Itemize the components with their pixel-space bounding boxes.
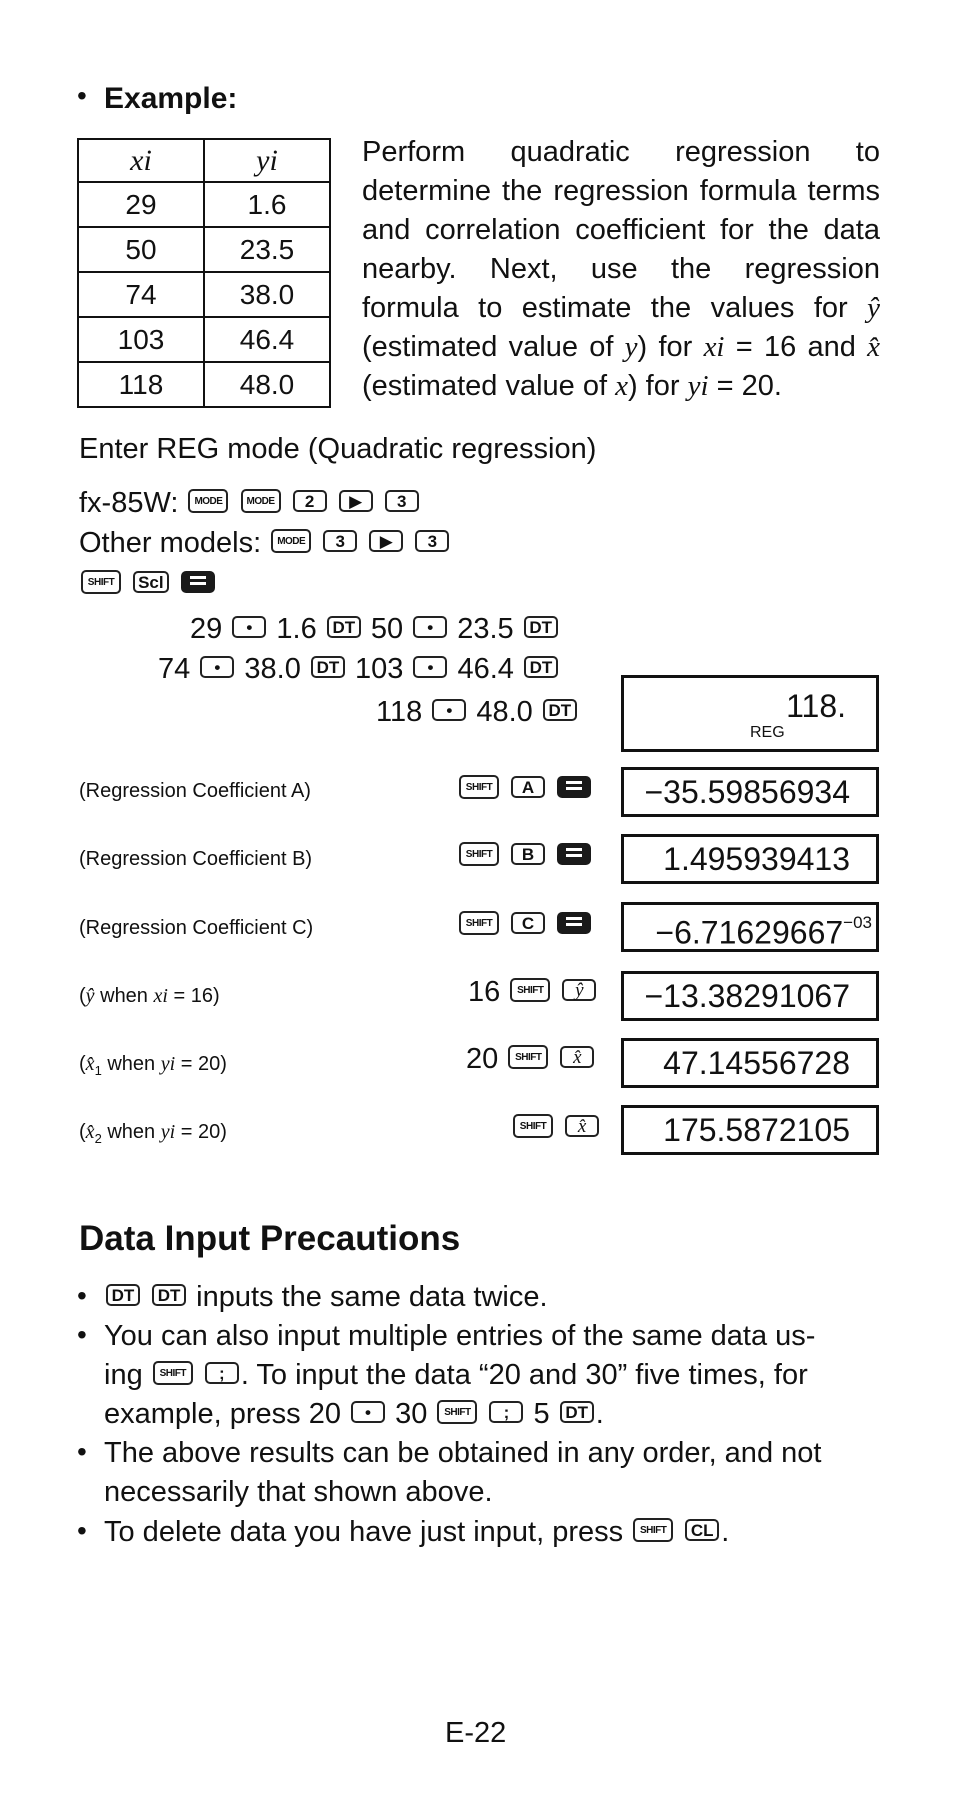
precaution-2-line-2 [104, 1359, 808, 1392]
key-2: 2 [293, 490, 327, 512]
result-display-c [621, 902, 879, 952]
math-symbol: y [624, 331, 638, 363]
example-heading: Example: [104, 82, 238, 115]
math-symbol: x̂ [85, 1053, 95, 1075]
cell: 23.5 [204, 227, 330, 272]
comma-key: • [200, 656, 234, 678]
bullet: • [77, 1436, 87, 1467]
key-b: B [511, 843, 545, 865]
table-row [78, 227, 330, 272]
text: = 20) [175, 1053, 227, 1075]
keys-b [457, 840, 593, 873]
subscript: 2 [94, 1131, 102, 1146]
text: when [94, 985, 154, 1007]
equals-key-icon [557, 912, 591, 934]
enter-mode-text: Enter REG mode (Quadratic regression) [79, 433, 597, 465]
mode-key: MODE [188, 489, 228, 513]
semicolon-key: ; [489, 1401, 523, 1423]
precaution-2-line-1: You can also input multiple entries of the same data us- [104, 1320, 816, 1352]
math-symbol: x̂ [867, 331, 880, 363]
text: example, press 20 [104, 1398, 341, 1430]
equals-key-icon [557, 843, 591, 865]
dt-key: DT [524, 656, 558, 678]
clear-line [79, 568, 217, 601]
cell: 29 [78, 182, 204, 227]
page-number: E-22 [445, 1717, 507, 1749]
text: ( [79, 1121, 86, 1143]
other-models-label: Other models: [79, 527, 262, 559]
shift-key: SHIFT [459, 911, 499, 935]
semicolon-key: ; [205, 1362, 239, 1384]
table-row [78, 362, 330, 407]
result-label-yhat [79, 985, 220, 1008]
equals-key-icon [181, 571, 215, 593]
bullet: • [77, 1280, 87, 1311]
shift-key: SHIFT [437, 1400, 477, 1424]
entry-value: 23.5 [457, 613, 514, 645]
intro-paragraph [362, 133, 880, 406]
entry-line-2 [158, 653, 560, 686]
precaution-2-line-3: example, press 20 • 30 SHIFT ; 5 DT . [104, 1398, 604, 1430]
entry-value: 74 [158, 653, 191, 685]
text: 5 [533, 1398, 550, 1430]
cell: 103 [78, 317, 204, 362]
table-header-y: yi [204, 139, 330, 182]
math-symbol: yi [687, 370, 709, 402]
text: = 16 and [724, 331, 868, 363]
key-3: 3 [323, 530, 357, 552]
math-symbol: x̂ [85, 1121, 95, 1143]
entry-value: 118 [376, 696, 423, 728]
key-c: C [511, 912, 545, 934]
result-display-b: 1.495939413 [621, 834, 879, 884]
text: Perform quadratic regression to determine the regression formula terms and correlation coefficient for the data nearby. Next, use the regression formula to estimate the values for [362, 136, 880, 324]
xhat-key: x̂ [560, 1046, 594, 1068]
text: = 16) [167, 985, 220, 1007]
dt-key: DT [543, 699, 577, 721]
shift-key: SHIFT [513, 1114, 553, 1138]
other-models-line [79, 527, 451, 560]
result-display-x2hat: 175.5872105 [621, 1105, 879, 1155]
keys-x1hat [466, 1043, 596, 1076]
dt-key: DT [152, 1284, 186, 1306]
key-a: A [511, 776, 545, 798]
comma-key: • [232, 616, 266, 638]
text: inputs the same data twice. [196, 1281, 548, 1313]
text: when [101, 1121, 161, 1143]
result-label-b: (Regression Coefficient B) [79, 848, 313, 870]
mode-key: MODE [271, 529, 311, 553]
shift-key: SHIFT [153, 1361, 193, 1385]
dt-key: DT [106, 1284, 140, 1306]
comma-key: • [351, 1401, 385, 1423]
calculator-display [621, 675, 879, 752]
result-label-x1hat [79, 1053, 227, 1078]
input-value: 20 [466, 1043, 499, 1075]
keys-yhat [468, 976, 598, 1009]
entry-line-1 [190, 613, 560, 646]
text: . To input the data “20 and 30” five times, for [240, 1359, 808, 1391]
table-row [78, 182, 330, 227]
cell: 38.0 [204, 272, 330, 317]
shift-key: SHIFT [459, 775, 499, 799]
entry-value: 50 [370, 613, 404, 645]
cell: 118 [78, 362, 204, 407]
math-symbol: yi [160, 1053, 176, 1075]
key-3: 3 [385, 490, 419, 512]
math-symbol: ŷ [85, 985, 95, 1007]
entry-value: 29 [190, 613, 223, 645]
keys-x2hat [511, 1112, 601, 1145]
keys-a [457, 773, 593, 806]
result-label-a: (Regression Coefficient A) [79, 780, 311, 802]
text: = 20. [708, 370, 782, 402]
entry-line-3 [376, 696, 579, 729]
math-symbol: xi [153, 985, 168, 1007]
comma-key: • [432, 699, 466, 721]
entry-value: 1.6 [276, 613, 317, 645]
precaution-3-line-1: The above results can be obtained in any order, and not [104, 1437, 822, 1469]
display-exponent: −03 [843, 913, 872, 932]
play-key-icon: ▶ [339, 490, 373, 512]
result-display-x1hat: 47.14556728 [621, 1038, 879, 1088]
table-header-x: xi [78, 139, 204, 182]
text: ) for [637, 331, 704, 363]
math-symbol: xi [703, 331, 725, 363]
cell: 50 [78, 227, 204, 272]
dt-key: DT [560, 1401, 594, 1423]
mode-key: MODE [241, 489, 281, 513]
cl-key: CL [685, 1519, 719, 1541]
result-label-x2hat [79, 1121, 227, 1146]
display-value: 118. [786, 688, 846, 724]
dt-key: DT [524, 616, 558, 638]
dt-key: DT [311, 656, 345, 678]
result-label-c: (Regression Coefficient C) [79, 917, 314, 939]
precaution-4: To delete data you have just input, press SHIFT CL . [104, 1516, 730, 1548]
math-symbol: x [615, 370, 628, 402]
math-symbol: yi [160, 1121, 176, 1143]
entry-value: 48.0 [476, 696, 533, 728]
result-display-yhat: −13.38291067 [621, 971, 879, 1021]
fx85w-line [79, 487, 421, 520]
reg-indicator: REG [750, 724, 785, 741]
display-mantissa: −6.71629667 [655, 914, 844, 951]
bullet: • [77, 1515, 87, 1546]
bullet: • [77, 1319, 87, 1350]
equals-key-icon [557, 776, 591, 798]
precaution-3-line-2: necessarily that shown above. [104, 1476, 493, 1508]
shift-key: SHIFT [633, 1518, 673, 1542]
shift-key: SHIFT [459, 842, 499, 866]
text: ing [104, 1359, 143, 1391]
text: ( [79, 985, 86, 1007]
text: (estimated value of [362, 331, 625, 363]
entry-value: 38.0 [244, 653, 301, 685]
text: (estimated value of [362, 370, 616, 402]
text: 30 [395, 1398, 428, 1430]
comma-key: • [413, 656, 447, 678]
text: when [101, 1053, 161, 1075]
shift-key: SHIFT [508, 1045, 548, 1069]
text: ) for [627, 370, 688, 402]
shift-key: SHIFT [81, 570, 121, 594]
bullet: • [77, 80, 87, 111]
fx85w-label: fx-85W: [79, 487, 179, 519]
cell: 74 [78, 272, 204, 317]
dt-key: DT [327, 616, 361, 638]
table-row [78, 317, 330, 362]
cell: 48.0 [204, 362, 330, 407]
comma-key: • [413, 616, 447, 638]
key-3: 3 [415, 530, 449, 552]
yhat-key: ŷ [562, 979, 596, 1001]
subscript: 1 [94, 1063, 102, 1078]
scl-key: Scl [133, 571, 169, 593]
input-value: 16 [468, 976, 501, 1008]
entry-value: 46.4 [457, 653, 514, 685]
cell: 1.6 [204, 182, 330, 227]
entry-value: 103 [354, 653, 404, 685]
cell: 46.4 [204, 317, 330, 362]
text: To delete data you have just input, press [104, 1516, 624, 1548]
table-row [78, 272, 330, 317]
result-display-a: −35.59856934 [621, 767, 879, 817]
math-symbol: ŷ [867, 292, 880, 324]
text: = 20) [175, 1121, 227, 1143]
play-key-icon: ▶ [369, 530, 403, 552]
data-table [77, 138, 331, 408]
keys-c [457, 909, 593, 942]
xhat-key: x̂ [565, 1115, 599, 1137]
precaution-1 [104, 1281, 548, 1314]
precautions-title: Data Input Precautions [79, 1219, 461, 1258]
shift-key: SHIFT [510, 978, 550, 1002]
text: ( [79, 1053, 86, 1075]
